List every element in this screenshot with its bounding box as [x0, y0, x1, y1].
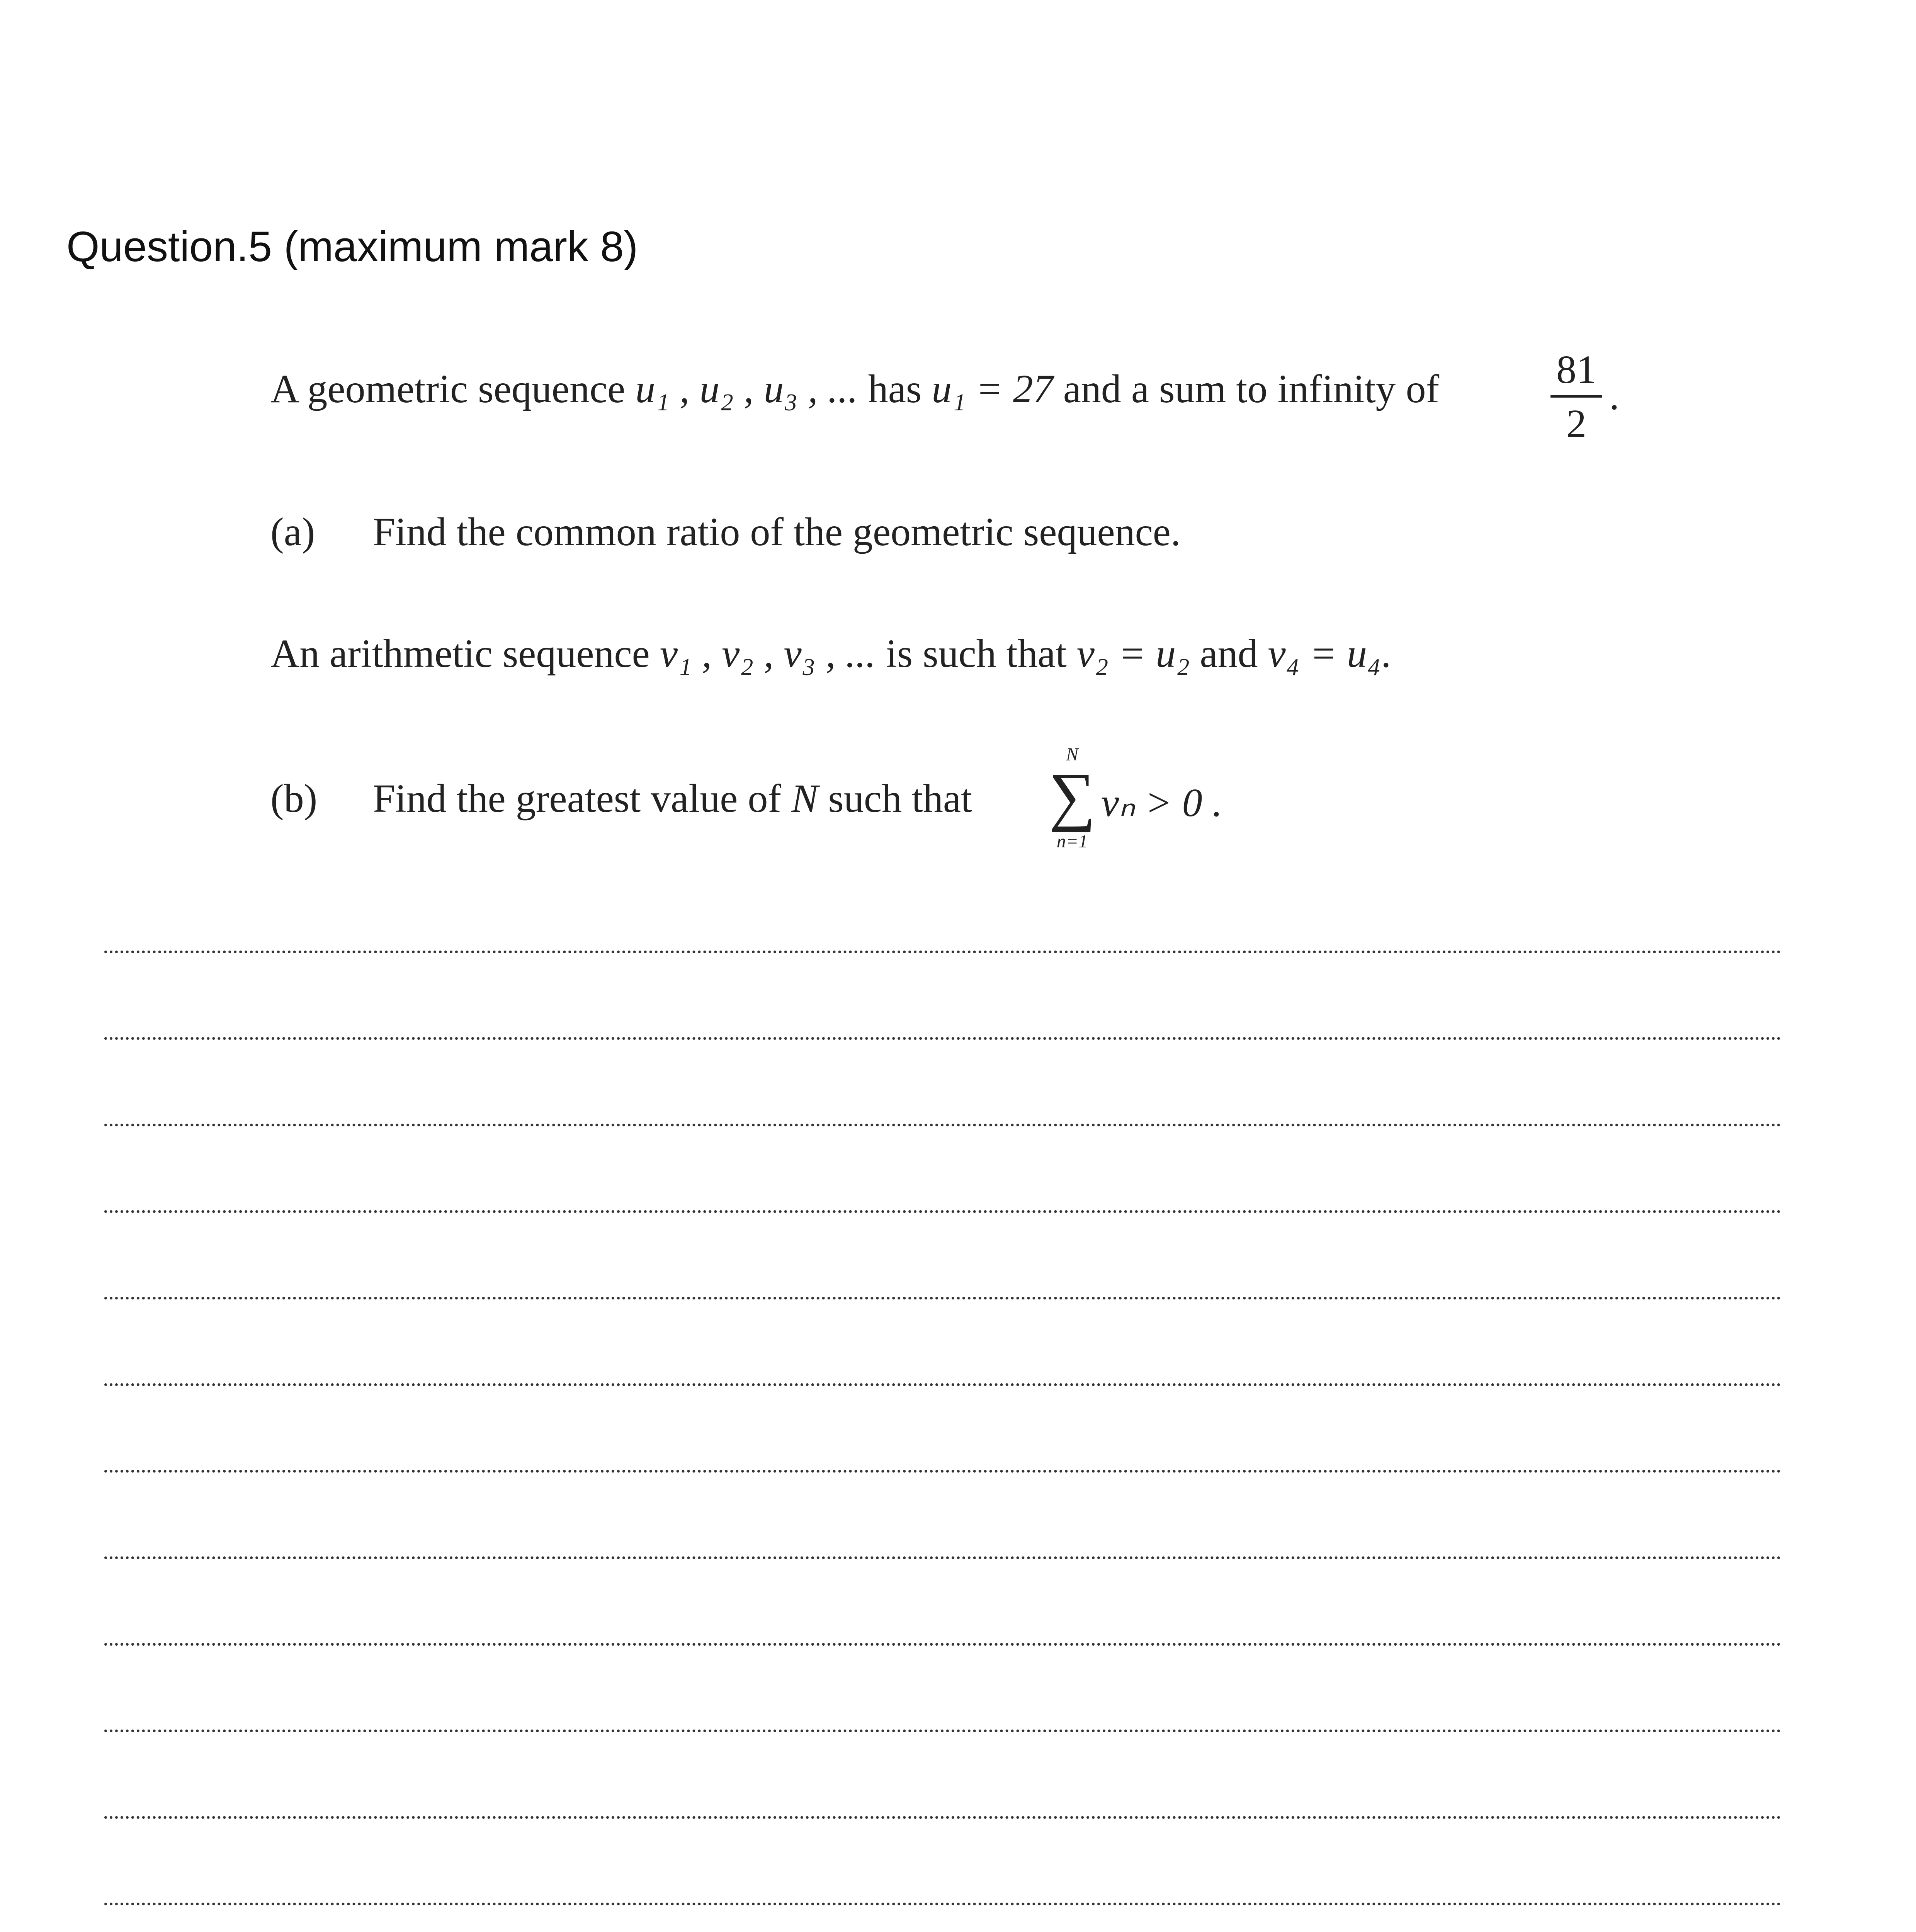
condition-v4: v₄ = u₄ — [1268, 631, 1381, 676]
summation — [1041, 744, 1103, 852]
part-b-middle: such that — [818, 776, 972, 821]
fraction-denominator: 2 — [1566, 401, 1586, 446]
first-term: u₁ = 27 — [932, 367, 1053, 411]
part-a-text: Find the common ratio of the geometric sequence. — [373, 510, 1181, 554]
arithmetic-sequence-terms: v₁ , v₂ , v₃ , ... — [660, 631, 876, 676]
answer-line[interactable] — [104, 1643, 1781, 1646]
part-b-text — [373, 776, 972, 821]
intro-line — [270, 369, 1439, 409]
answer-line[interactable] — [104, 1816, 1781, 1819]
arithmetic-line — [270, 631, 1391, 676]
question-title: Question.5 (maximum mark 8) — [66, 223, 638, 270]
intro-prefix: A geometric sequence — [270, 367, 636, 411]
intro-has: has — [858, 367, 932, 411]
arithmetic-prefix: An arithmetic sequence — [270, 631, 660, 676]
sigma-symbol: ∑ — [1049, 760, 1096, 832]
part-b-label: (b) — [270, 776, 318, 821]
part-a-label: (a) — [270, 510, 315, 554]
fraction-numerator: 81 — [1556, 347, 1596, 392]
sum-lower-limit: n=1 — [1056, 831, 1088, 852]
sum-upper-limit: N — [1066, 744, 1078, 765]
answer-line[interactable] — [104, 1730, 1781, 1732]
answer-line[interactable] — [104, 1124, 1781, 1126]
arithmetic-middle: is such that — [876, 631, 1077, 676]
answer-line[interactable] — [104, 1903, 1781, 1905]
arithmetic-end: . — [1381, 631, 1391, 676]
answer-line[interactable] — [104, 1037, 1781, 1040]
answer-line[interactable] — [104, 1470, 1781, 1473]
answer-line[interactable] — [104, 1556, 1781, 1559]
variable-n: N — [791, 776, 818, 821]
arithmetic-and: and — [1190, 631, 1268, 676]
answer-line[interactable] — [104, 951, 1781, 953]
intro-suffix: and a sum to infinity of — [1053, 367, 1440, 411]
answer-line[interactable] — [104, 1210, 1781, 1213]
geometric-sequence-terms: u₁ , u₂ , u₃ , ... — [635, 367, 858, 411]
sum-to-infinity-fraction — [1547, 347, 1605, 450]
sum-term: vₙ > 0 . — [1101, 781, 1222, 825]
fraction-bar — [1550, 395, 1602, 398]
intro-end: . — [1609, 374, 1619, 418]
condition-v2: v₂ = u₂ — [1076, 631, 1190, 676]
answer-line[interactable] — [104, 1383, 1781, 1386]
part-b-before: Find the greatest value of — [373, 776, 792, 821]
answer-line[interactable] — [104, 1297, 1781, 1299]
